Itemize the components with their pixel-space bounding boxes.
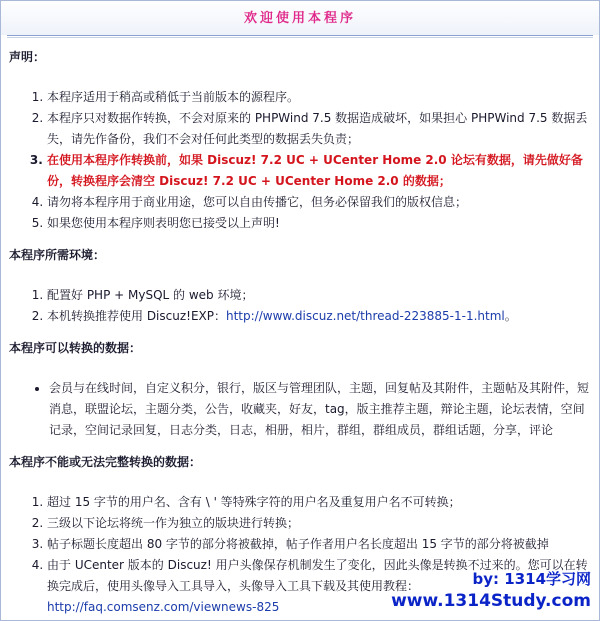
list-item: 1. 配置好 PHP + MySQL 的 web 环境； <box>47 285 591 306</box>
watermark <box>391 568 591 612</box>
env-item2-suffix: 。 <box>504 309 517 323</box>
list-item: 5. 如果您使用本程序则表明您已接受以上声明! <box>47 213 591 234</box>
faq-link[interactable]: http://faq.comsenz.com/viewnews-825 <box>47 600 280 614</box>
list-item: 2. 三级以下论坛将统一作为独立的版块进行转换； <box>47 513 591 534</box>
avatar-note-text: 由于 UCenter 版本的 Discuz! 用户头像保存机制发生了变化，因此头像是转换不过来的。您可以在转换完成后，使用头像导入工具导入，头像导入工具下载及其使用教程： <box>47 558 588 593</box>
convertible-section <box>9 339 591 441</box>
list-item: 3. 帖子标题长度超出 80 字节的部分将被截掉，帖子作者用户名长度超出 15 字节的部分将被截掉 <box>47 534 591 555</box>
declaration-section <box>9 38 591 234</box>
declaration-list <box>9 87 591 234</box>
environment-heading: 本程序所需环境： <box>9 248 106 262</box>
discuz-exp-link[interactable]: http://www.discuz.net/thread-223885-1-1.html <box>226 309 505 323</box>
list-item: 2. 本程序只对数据作转换，不会对原来的 PHPWind 7.5 数据造成破坏，如果担心 PHPWind 7.5 数据丢失，请先作备份，我们不会对任何此类型的数据丢失负责； <box>47 108 591 150</box>
list-item: 1. 本程序适用于稍高或稍低于当前版本的源程序。 <box>47 87 591 108</box>
environment-section <box>9 246 591 327</box>
declaration-heading: 声明： <box>9 50 46 64</box>
environment-list <box>9 285 591 327</box>
convertible-list <box>9 378 591 441</box>
env-item2-text: 本机转换推荐使用 Discuz!EXP： <box>47 309 226 323</box>
list-item: 1. 超过 15 字节的用户名、含有 \ ' 等特殊字符的用户名及重复用户名不可转换； <box>47 492 591 513</box>
watermark-line2: www.1314Study.com <box>391 591 591 611</box>
list-item: 4. 请勿将本程序用于商业用途，您可以自由传播它，但务必保留我们的版权信息； <box>47 192 591 213</box>
list-item <box>47 306 591 327</box>
list-item: • 会员与在线时间，自定义积分，银行，版区与管理团队，主题，回复帖及其附件，主题帖及其附件，短消息，联盟论坛，主题分类，公告，收藏夹，好友，tag，版主推荐主题，辩论主题，论坛表情，空间记录，空间记录回复，日志分类，日志，相册，相片，群组，群组成员，群组话题，分享，评论 <box>49 378 591 441</box>
not-convertible-heading: 本程序不能或无法完整转换的数据： <box>9 455 202 469</box>
warning-list-item: 3. 在使用本程序作转换前，如果 Discuz! 7.2 UC + UCenter Home 2.0 论坛有数据，请先做好备份，转换程序会清空 Discuz! 7.2 UC + UCenter Home 2.0 的数据； <box>47 150 591 192</box>
convertible-heading: 本程序可以转换的数据： <box>9 341 142 355</box>
watermark-line1: by: 1314学习网 <box>472 570 591 588</box>
page-title: 欢迎使用本程序 <box>1 1 599 35</box>
main-content <box>1 38 599 618</box>
